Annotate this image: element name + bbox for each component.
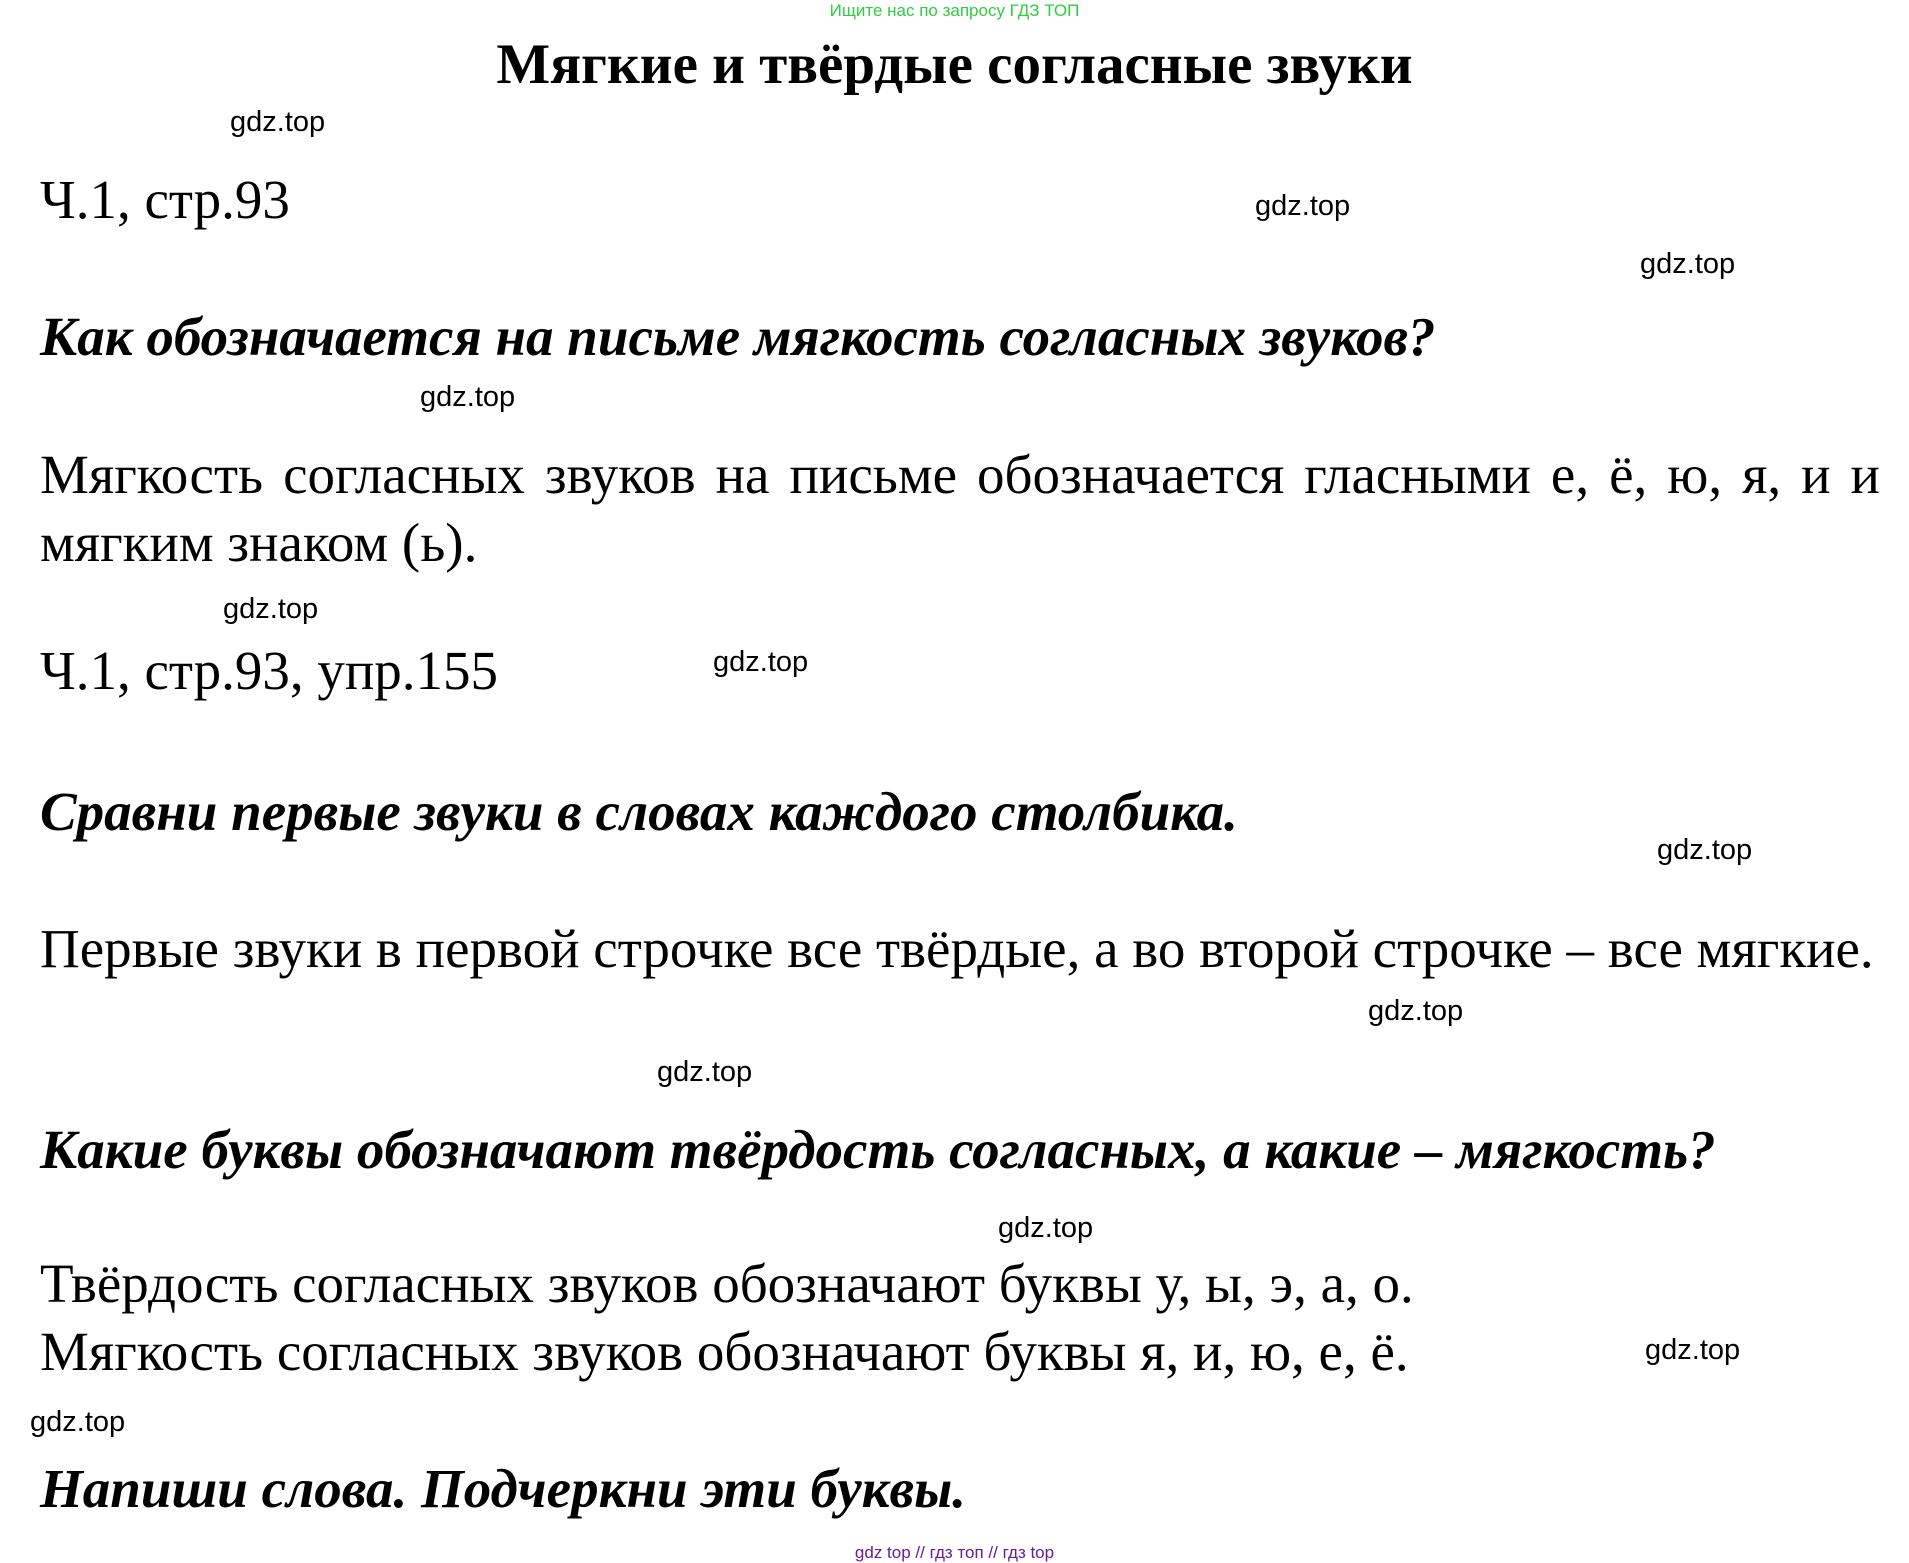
- question-3: Какие буквы обозначают твёрдость согласных, а какие – мягкость?: [40, 1119, 1716, 1180]
- watermark: gdz.top: [1645, 1334, 1741, 1366]
- watermark: gdz.top: [30, 1406, 126, 1438]
- watermark: gdz.top: [998, 1212, 1094, 1244]
- answer-3-line-1: Твёрдость согласных звуков обозначают буквы у, ы, э, а, о.: [40, 1253, 1414, 1314]
- question-4: Напиши слова. Подчеркни эти буквы.: [40, 1458, 967, 1519]
- watermark: gdz.top: [1640, 248, 1736, 280]
- watermark: gdz.top: [713, 646, 809, 678]
- top-banner: Ищите нас по запросу ГДЗ ТОП: [829, 1, 1080, 20]
- watermark: gdz.top: [223, 593, 319, 625]
- answer-3-line-2: Мягкость согласных звуков обозначают буквы я, и, ю, е, ё.: [40, 1321, 1409, 1382]
- footer: gdz top // гдз топ // гдз top: [854, 1543, 1055, 1562]
- page-reference-1: Ч.1, стр.93: [40, 169, 290, 230]
- watermark: gdz.top: [420, 381, 516, 413]
- watermark: gdz.top: [230, 106, 326, 138]
- watermark: gdz.top: [1255, 190, 1351, 222]
- page-reference-2: Ч.1, стр.93, упр.155: [40, 640, 499, 701]
- question-2: Сравни первые звуки в словах каждого столбика.: [40, 781, 1238, 842]
- answer-1: Мягкость согласных звуков на письме обозначается гласными е, ё, ю, я, и и мягким знаком (ь).: [40, 444, 1880, 573]
- watermark: gdz.top: [657, 1056, 753, 1088]
- page-title: Мягкие и твёрдые согласные звуки: [496, 33, 1413, 96]
- question-1: Как обозначается на письме мягкость согласных звуков?: [40, 306, 1436, 367]
- watermark: gdz.top: [1368, 995, 1464, 1027]
- watermark: gdz.top: [1657, 834, 1753, 866]
- answer-2: Первые звуки в первой строчке все твёрдые, а во второй строчке – все мягкие.: [40, 918, 1874, 979]
